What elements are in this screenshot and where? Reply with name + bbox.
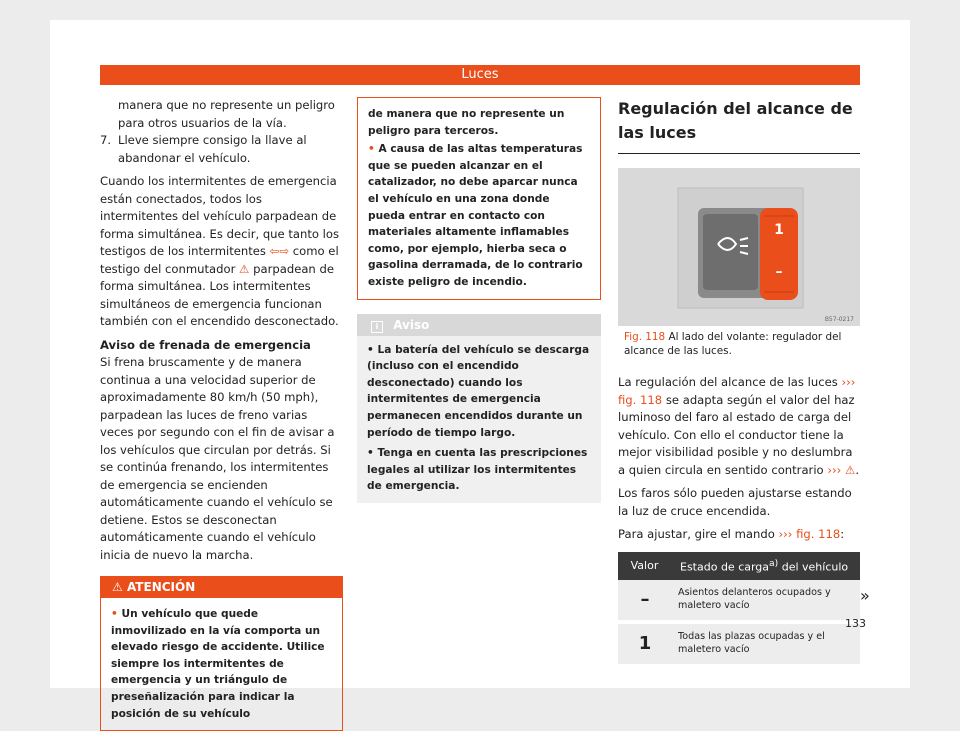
- warning-icon: ⚠: [112, 580, 123, 594]
- atencion-title: ATENCIÓN: [126, 580, 196, 594]
- table-cell-valor: –: [618, 580, 672, 622]
- page-section-title: Luces: [461, 67, 499, 82]
- column-right: [618, 97, 860, 668]
- table-cell-valor: 1: [618, 622, 672, 666]
- figure-light-range-regulator: [618, 168, 860, 326]
- atencion-content: [100, 598, 343, 731]
- column-left: [100, 97, 343, 731]
- hazard-triangle-icon: ⚠: [239, 261, 250, 276]
- continue-arrow-icon: »: [860, 586, 870, 605]
- paragraph: de manera que no represente un peligro para terceros.: [368, 108, 565, 137]
- aviso-bullet: [367, 445, 591, 495]
- list-text: Lleve siempre consigo la llave al abandonar el vehículo.: [118, 133, 307, 165]
- list-item: [100, 132, 343, 167]
- dial-mark-1: 1: [774, 222, 784, 238]
- paragraph: La regulación del alcance de las luces ››› fig. 118 se adapta según el valor del haz luminoso del faro al estado de carga del vehículo. Con ello el conductor tiene la mejor visibilidad posible y no deslumbra a quien circula en sentido contrario ››› ⚠.: [618, 375, 860, 477]
- subheading: Aviso de frenada de emergencia: [100, 337, 311, 352]
- aviso-bullet: [367, 342, 591, 442]
- table-row: [618, 580, 860, 622]
- atencion-text: Un vehículo que quede inmovilizado en la vía comporta un elevado riesgo de accidente. Utilice siempre los intermitentes de emergencia y un triángulo de preseñalización para indicar la posición de su vehículo: [111, 608, 325, 720]
- aviso-content: [357, 336, 601, 503]
- table-cell-desc: Asientos delanteros ocupados y maletero vacío: [672, 580, 860, 622]
- paragraph: Los faros sólo pueden ajustarse estando la luz de cruce encendida.: [618, 486, 852, 518]
- text: La batería del vehículo se descarga (incluso con el encendido desconectado) cuando los intermitentes de emergencia permanecen encendidos durante un período de tiempo largo.: [367, 343, 590, 439]
- bullet-icon: •: [367, 447, 374, 460]
- figure-caption: [618, 330, 860, 358]
- turn-signal-arrows-icon: ⇦⇨: [269, 244, 290, 258]
- footnote-mark: a): [769, 557, 779, 569]
- aviso-header: [357, 314, 601, 336]
- table-header-valor: Valor: [618, 552, 672, 580]
- text: :: [840, 527, 845, 541]
- caption-figure-number: Fig. 118: [624, 331, 666, 343]
- aviso-box: [357, 314, 601, 503]
- aviso-title: Aviso: [393, 317, 430, 332]
- page-number: 133: [845, 617, 866, 630]
- text: Estado de carga: [680, 560, 770, 574]
- info-icon: i: [371, 321, 383, 333]
- paragraph: manera que no represente un peligro para otros usuarios de la vía.: [118, 98, 335, 130]
- bullet-icon: •: [367, 343, 374, 356]
- text: del vehículo: [778, 560, 849, 574]
- text: La regulación del alcance de las luces: [618, 375, 838, 389]
- figure-link[interactable]: ››› fig. 118: [618, 375, 856, 407]
- list-number: 7.: [100, 133, 112, 147]
- table-header-estado: [672, 552, 860, 580]
- hazard-triangle-icon: ⚠: [844, 462, 856, 477]
- paragraph: Si frena bruscamente y de manera continua a una velocidad superior de aproximadamente 80 km/h (50 mph), parpadean las luces de freno varias veces por segundo con el fin de avisar a los vehículos que circulan por detrás. Si se continúa frenando, los intermitentes de emergencia se encienden automáticamente cuando el vehículo se detiene. Estos se desconectan automáticamente cuando el vehículo inicia de nuevo la marcha.: [100, 355, 335, 562]
- text: Para ajustar, gire el mando: [618, 527, 775, 541]
- atencion-header: [100, 576, 343, 598]
- bullet-icon: •: [368, 143, 375, 156]
- section-heading: Regulación del alcance de las luces: [618, 99, 853, 142]
- text: A causa de las altas temperaturas que se pueden alcanzar en el catalizador, no debe aparcar nunca el vehículo en una zona donde pueda entrar en contacto con materiales altamente inflamables como, por ejemplo, hierba seca o gasolina derramada, de lo contrario existe peligro de incendio.: [368, 143, 583, 288]
- table-header-row: [618, 552, 860, 580]
- text: como el testigo del conmutador: [100, 244, 339, 276]
- text: parpadean de forma simultánea. Los intermitentes simultáneos de emergencia funcionan también con el encendido desconectado.: [100, 261, 339, 328]
- paragraph: [100, 173, 343, 331]
- paragraph: [618, 526, 860, 544]
- dial-mark-minus: –: [775, 264, 783, 280]
- table-row: [618, 622, 860, 666]
- load-state-table: [618, 552, 860, 668]
- figure-link[interactable]: ››› fig. 118: [778, 527, 841, 541]
- warning-link[interactable]: ›››: [827, 462, 842, 477]
- figure-code: B57-0217: [824, 316, 854, 323]
- paragraph: [368, 141, 590, 290]
- section-heading-wrap: [618, 97, 860, 154]
- text: se adapta según el valor del haz luminoso del faro al estado de carga del vehículo. Con ello el conductor tiene la mejor visibilidad posible y no deslumbra a quien circula en sentido contrario: [618, 392, 855, 477]
- text: Tenga en cuenta las prescripciones legales al utilizar los intermitentes de emergencia.: [367, 447, 588, 493]
- table-cell-desc: Todas las plazas ocupadas y el maletero vacío: [672, 622, 860, 666]
- warning-continuation-box: [357, 97, 601, 300]
- column-middle: [357, 97, 601, 503]
- caption-text: Al lado del volante: regulador del alcance de las luces.: [624, 331, 842, 357]
- regulator-illustration: [618, 168, 860, 326]
- text: Cuando los intermitentes de emergencia están conectados, todos los intermitentes del vehículo parpadean de forma simultánea. Es decir, que tanto los testigos de los intermitentes: [100, 174, 340, 258]
- bullet-icon: •: [111, 608, 118, 620]
